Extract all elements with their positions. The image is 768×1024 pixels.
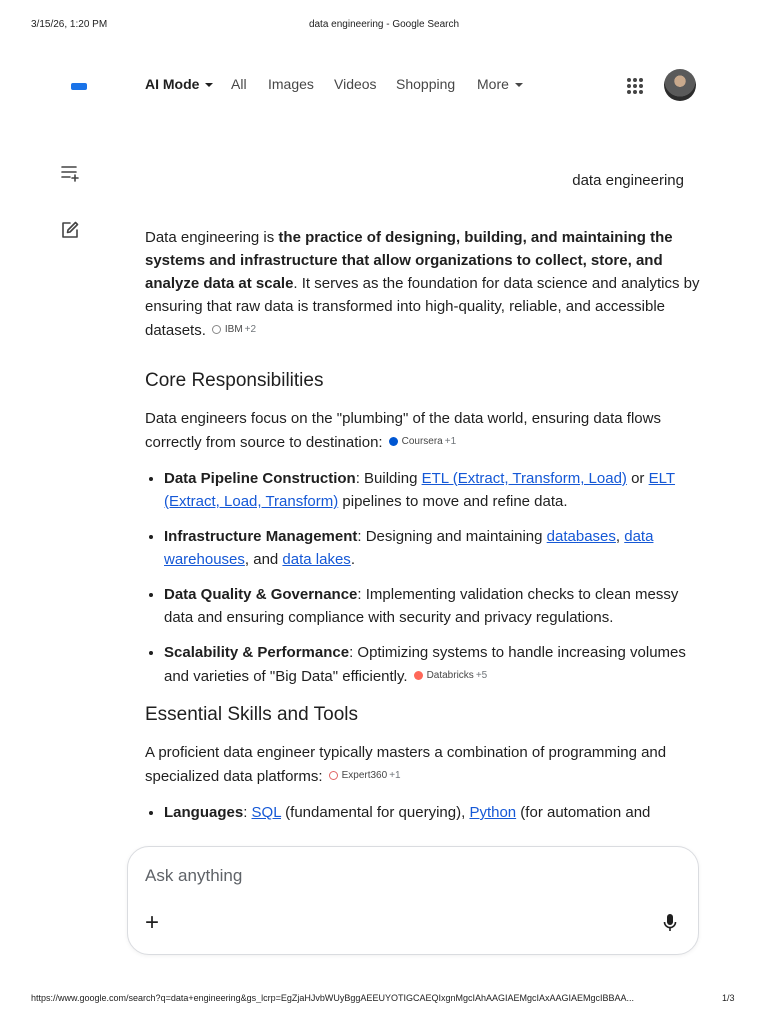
tab-images[interactable]: Images (268, 76, 314, 92)
item-text: , and (244, 551, 283, 568)
link-python[interactable]: Python (469, 804, 517, 821)
tab-shopping[interactable]: Shopping (396, 76, 456, 92)
intro-paragraph (145, 226, 701, 342)
google-logo[interactable] (71, 83, 87, 90)
microphone-icon[interactable] (662, 913, 678, 933)
source-chip-expert360[interactable] (329, 764, 401, 787)
tab-more[interactable] (477, 76, 523, 92)
list-item (164, 641, 701, 688)
item-text: or (626, 470, 649, 487)
item-text: : (243, 804, 252, 821)
source-chip-databricks[interactable] (414, 664, 488, 687)
tab-all[interactable]: All (231, 76, 247, 92)
link-databases[interactable]: databases (546, 528, 616, 545)
link-etl[interactable]: ETL (Extract, Transform, Load) (421, 470, 627, 487)
user-query: data engineering (572, 172, 684, 189)
skills-heading: Essential Skills and Tools (145, 704, 358, 725)
item-title: Languages (164, 804, 244, 821)
chevron-down-icon (515, 83, 523, 87)
item-text: : Designing and maintaining (357, 528, 547, 545)
source-chip-ibm[interactable] (212, 318, 256, 341)
intro-text-end: . It serves as the foundation for data science and analytics by ensuring that raw data is transformed into high-quality, reliable, and accessible datasets. (145, 275, 700, 339)
source-chip-coursera[interactable] (389, 430, 457, 453)
print-page-number: 1/3 (722, 993, 735, 1003)
skills-intro (145, 741, 701, 788)
apps-grid-icon[interactable] (627, 78, 643, 94)
ask-input[interactable] (145, 866, 665, 886)
item-text: (fundamental for querying), (281, 804, 470, 821)
ibm-logo-icon (212, 325, 221, 334)
link-sql[interactable]: SQL (251, 804, 281, 821)
item-text: : Building (355, 470, 422, 487)
core-list (145, 467, 701, 688)
item-title: Data Quality & Governance (164, 586, 358, 603)
intro-text: Data engineering is (145, 229, 279, 246)
item-text: , (615, 528, 625, 545)
core-intro (145, 407, 701, 454)
print-title: data engineering - Google Search (308, 19, 460, 30)
source-name: Coursera (401, 436, 443, 447)
item-text: (for automation and (516, 804, 651, 821)
tab-ai-mode[interactable] (145, 76, 213, 92)
source-more-count: +1 (389, 770, 401, 781)
list-item (164, 583, 701, 629)
source-more-count: +2 (244, 324, 257, 335)
history-list-icon[interactable] (60, 163, 80, 183)
expert360-logo-icon (329, 771, 338, 780)
print-datetime: 3/15/26, 1:20 PM (31, 19, 108, 30)
item-text: : Optimizing systems to handle increasing volumes and varieties of "Big Data" efficiently. (164, 644, 686, 685)
ask-box (127, 846, 699, 955)
source-more-count: +5 (475, 670, 488, 681)
databricks-logo-icon (414, 671, 423, 680)
source-more-count: +1 (444, 436, 457, 447)
tab-videos[interactable]: Videos (334, 76, 377, 92)
ai-answer (145, 226, 701, 836)
source-name: Expert360 (341, 770, 388, 781)
core-intro-text: Data engineers focus on the "plumbing" of the data world, ensuring data flows correctly from source to destination: (145, 410, 661, 451)
item-title: Infrastructure Management (164, 528, 358, 545)
link-elt[interactable]: ELT (Extract, Load, Transform) (164, 470, 676, 510)
item-title: Scalability & Performance (164, 644, 350, 661)
link-data-lakes[interactable]: data lakes (282, 551, 351, 568)
item-text: . (350, 551, 355, 568)
item-text: : Implementing validation checks to clean messy data and ensuring compliance with security and privacy regulations. (164, 586, 679, 626)
link-data-warehouses[interactable]: data warehouses (164, 528, 654, 568)
list-item (164, 467, 701, 513)
skills-intro-text: A proficient data engineer typically masters a combination of programming and specialized data platforms: (145, 744, 667, 785)
source-name: IBM (224, 324, 243, 335)
new-chat-icon[interactable] (60, 220, 80, 240)
tab-ai-mode-label: AI Mode (145, 76, 200, 92)
tab-more-label: More (477, 76, 509, 92)
add-icon[interactable]: + (145, 909, 160, 936)
core-heading: Core Responsibilities (145, 370, 324, 391)
avatar[interactable] (664, 69, 696, 101)
intro-bold-text: the practice of designing, building, and maintaining the systems and infrastructure that allow organizations to collect, store, and analyze data at scale (145, 229, 673, 292)
print-url: https://www.google.com/search?q=data+engineering&gs_lcrp=EgZjaHJvbWUyBggAEEUYOTIGCAEQIxgnMgcIAhAAGIAEMgcIAxAAGIAEMgcIBBAA... (31, 993, 635, 1003)
list-item (164, 525, 701, 571)
item-title: Data Pipeline Construction (164, 470, 356, 487)
coursera-logo-icon (389, 437, 398, 446)
skills-list (145, 801, 701, 824)
chevron-down-icon (205, 83, 213, 87)
source-name: Databricks (426, 670, 474, 681)
item-text: pipelines to move and refine data. (338, 493, 568, 510)
list-item (164, 801, 701, 824)
